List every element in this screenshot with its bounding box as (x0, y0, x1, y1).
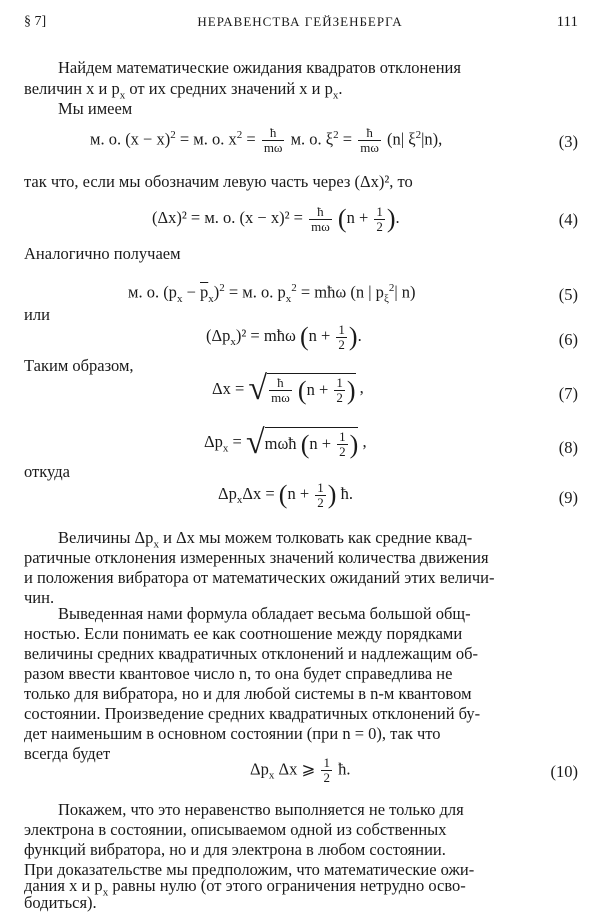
p7-line2: ратичные отклонения измеренных значений количества движения (24, 548, 489, 567)
eq3-end: (n| ξ (387, 129, 416, 149)
p4-line: или (24, 305, 50, 324)
p8-line3: величины средних квадратичных отклонений и надлежащим об- (24, 644, 478, 663)
p8-line2: ностью. Если понимать ее как соотношение между порядками (24, 624, 463, 643)
p3-line: Аналогично получаем (24, 244, 181, 263)
p7-line3: и положения вибратора от математических ожиданий этих величи- (24, 568, 495, 587)
equation-number-6: (6) (558, 330, 578, 349)
equation-number-7: (7) (558, 384, 578, 403)
p8-line7: дет наименьшим в основном состоянии (при n = 0), так что (24, 724, 441, 743)
eq3-end2: |n), (421, 129, 443, 149)
sup-2: 2 (236, 128, 243, 141)
fraction: $\frac{ħ}{m\omega}$ (263, 125, 283, 155)
equation-4: (Δx)² = м. о. (x − x)² = $\frac{ħ}{m\omega}$ (n + $\frac{1}{2}$ ). (152, 203, 400, 234)
sqrt: √ $\frac{ħ}{m\omega}$ (n + $\frac{1}{2}$ ) (248, 370, 356, 407)
p7-line4: чин. (24, 588, 55, 607)
equation-number-3: (3) (558, 132, 578, 151)
page-number: 111 (556, 14, 578, 30)
p1-line2-text: величин x и p (24, 79, 120, 98)
p8-line1: Выведенная нами формула обладает весьма большой общ- (58, 604, 471, 623)
fraction: $\frac{1}{2}$ (338, 321, 345, 352)
fraction: $\frac{1}{2}$ (317, 479, 324, 510)
sup-2: 2 (333, 128, 339, 141)
fraction: $\frac{1}{2}$ (336, 375, 343, 405)
eq3-mid2: м. о. ξ (290, 129, 334, 149)
p8-line5: только для вибратора, но и для любой системы в n-м квантовом (24, 684, 472, 703)
p8-line4: разом ввести квантовое число n, то она будет справедлива не (24, 664, 453, 683)
equation-6: $(\Delta p_x)^2$ = mħω (n + $\frac{1}{2}$ ). (206, 321, 362, 352)
fraction: $\frac{ħ}{m\omega}$ (271, 375, 290, 405)
p5-line: Таким образом, (24, 356, 134, 375)
sub-x: x (119, 89, 126, 102)
eq5-lhs: м. о. (p (128, 282, 177, 302)
fraction: $\frac{1}{2}$ (323, 755, 330, 785)
eq5-tail: = mħω (n | p (300, 282, 384, 302)
equation-number-5: (5) (558, 285, 578, 304)
equation-8: $\Delta p_x$ = √mωħ (n + $\frac{1}{2}$ ) , (204, 424, 367, 461)
equation-number-8: (8) (558, 438, 578, 457)
p9-line3: функций вибратора, но и для электрона в любом состоянии. (24, 840, 446, 859)
eq3-lhs: м. о. (x − x) (90, 129, 171, 149)
fraction: $\frac{ħ}{m\omega}$ (311, 203, 330, 234)
p9-line5: дания x и $p_x$ равны нулю (от этого ограничения нетрудно осво- (24, 876, 466, 899)
p9-line1: Покажем, что это неравенство выполняется не только для (58, 800, 464, 819)
sup-2: 2 (415, 128, 422, 141)
eq4-lhs: (Δx)² = м. о. (x − x)² = (152, 207, 303, 227)
equation-10: $\Delta p_x$ Δx ⩾ $\frac{1}{2}$ ħ. (250, 755, 351, 785)
fraction: $\frac{1}{2}$ (339, 429, 346, 459)
sub-x: x (332, 89, 339, 102)
p2-line: так что, если мы обозначим левую часть через (Δx)², то (24, 172, 413, 191)
p6-line: откуда (24, 462, 70, 481)
p1-line2: величин x и $p_x$ от их средних значений x и $p_x$. (24, 79, 343, 102)
sup-2: 2 (170, 128, 176, 141)
fraction: $\frac{ħ}{m\omega}$ (360, 125, 379, 155)
sqrt: √mωħ (n + $\frac{1}{2}$ ) (245, 424, 359, 461)
fraction: $\frac{1}{2}$ (376, 203, 383, 234)
p8-line8: всегда будет (24, 744, 111, 763)
p7-line1: Величины $\Delta p_x$ и Δx мы можем толковать как средние квад- (58, 528, 473, 551)
p1-line3: Мы имеем (58, 99, 133, 118)
p1-line2-tail: от их средних значений x и p (125, 79, 333, 98)
p9-line6: бодиться). (24, 893, 97, 912)
eq5-end: | n) (394, 282, 416, 302)
eq5-mid: = м. о. p (228, 282, 286, 302)
eq3-mid1: = м. о. x (179, 129, 237, 149)
section-marker: § 7] (24, 14, 47, 29)
p8-line6: состоянии. Произведение средних квадратичных отклонений бу- (24, 704, 481, 723)
p9-line2: электрона в состоянии, описываемом одной из собственных (24, 820, 447, 839)
equation-number-4: (4) (558, 210, 578, 229)
equation-number-10: (10) (550, 762, 578, 781)
p1-line1: Найдем математические ожидания квадратов отклонения (58, 58, 461, 77)
equation-9: $\Delta p_x\Delta x = (n$ + $\frac{1}{2}$ ) ħ. (218, 479, 353, 510)
equation-3: м. о. $(x - x)^2 = м$. о. $x^2$ = $\frac{ħ}{m\omega}$ м. о. $\xi^2$ = $\frac{ħ}{m\omega}$ (n| $\xi^2|n$), (90, 125, 443, 155)
eq4-tail: n + (346, 207, 369, 227)
equation-number-9: (9) (558, 488, 578, 507)
equation-5: м. о. $(p_x - \overline{p}_x)^2 = м$. о. $p_x^2$ = mħω (n | $p_\xi^2|$ n) (128, 282, 416, 305)
running-title: НЕРАВЕНСТВА ГЕЙЗЕНБЕРГА (197, 14, 403, 29)
p9-line4: При доказательстве мы предположим, что математические ожи- (24, 860, 475, 879)
equation-7: Δx = √ $\frac{ħ}{m\omega}$ (n + $\frac{1}{2}$ ) , (212, 370, 364, 407)
